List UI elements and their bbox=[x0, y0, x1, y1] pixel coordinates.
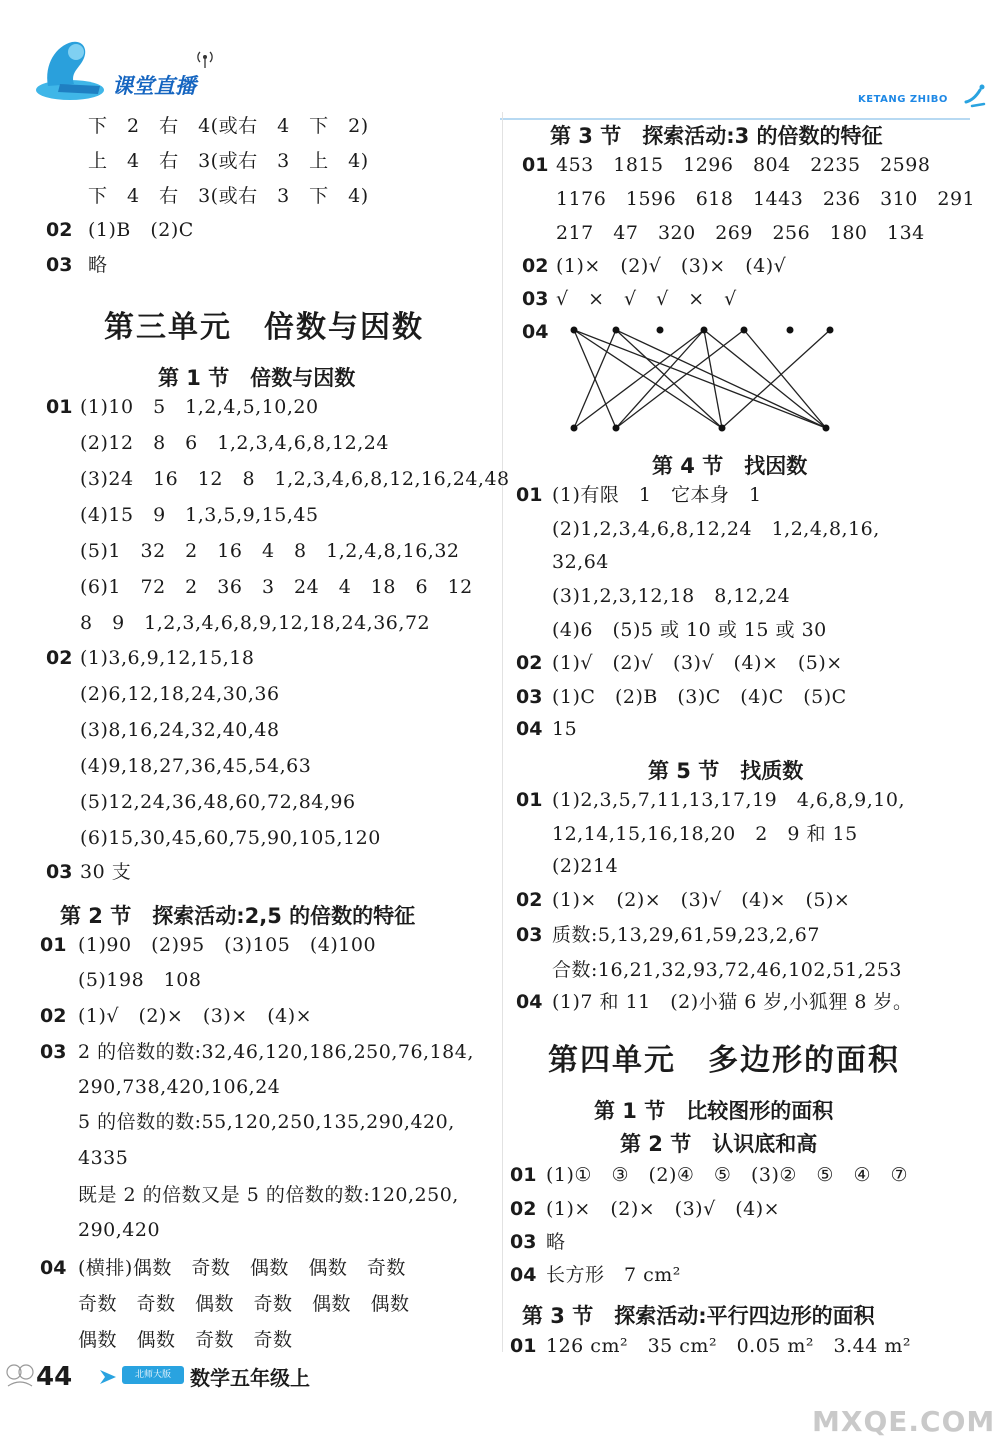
answer-line: √ × √ √ × √ bbox=[556, 288, 737, 310]
answer-line: 略 bbox=[88, 254, 108, 276]
matching-diagram bbox=[560, 322, 836, 436]
answer-line: (1)× (2)√ (3)× (4)√ bbox=[556, 255, 787, 277]
answer-line: (5)1 32 2 16 4 8 1,2,4,8,16,32 bbox=[80, 540, 460, 562]
question-number: 02 bbox=[522, 255, 549, 277]
question-number: 01 bbox=[522, 154, 549, 176]
answer-line: 12,14,15,16,18,20 2 9 和 15 bbox=[552, 823, 858, 845]
question-number: 03 bbox=[522, 288, 549, 310]
section-title: 第 5 节 找质数 bbox=[648, 759, 804, 783]
answer-line: 1176 1596 618 1443 236 310 291 bbox=[556, 188, 976, 210]
answer-line: 上 4 右 3(或右 3 上 4) bbox=[88, 150, 369, 172]
question-number: 04 bbox=[522, 321, 549, 343]
question-number: 02 bbox=[516, 652, 543, 674]
answer-line: (1)90 (2)95 (3)105 (4)100 bbox=[78, 934, 377, 956]
answer-line: (1)7 和 11 (2)小猫 6 岁,小狐狸 8 岁。 bbox=[552, 991, 913, 1013]
answer-line: (1)① ③ (2)④ ⑤ (3)② ⑤ ④ ⑦ bbox=[546, 1164, 909, 1186]
unit-title: 第四单元 多边形的面积 bbox=[548, 1043, 900, 1078]
diagram-dot bbox=[719, 425, 726, 432]
diagram-dot bbox=[657, 327, 664, 334]
signal-icon bbox=[192, 46, 218, 68]
arrow-right-icon bbox=[98, 1368, 118, 1386]
answer-line: 15 bbox=[552, 718, 578, 740]
diagram-dot bbox=[613, 327, 620, 334]
section-title: 第 1 节 倍数与因数 bbox=[158, 366, 356, 390]
question-number: 02 bbox=[46, 647, 73, 669]
answer-line: 5 的倍数的数:55,120,250,135,290,420, bbox=[78, 1111, 455, 1133]
question-number: 01 bbox=[46, 396, 73, 418]
section-title: 第 2 节 认识底和高 bbox=[620, 1132, 818, 1156]
answer-line: 质数:5,13,29,61,59,23,2,67 bbox=[552, 924, 820, 946]
section-title: 第 3 节 探索活动:平行四边形的面积 bbox=[522, 1304, 875, 1328]
answer-line: (4)9,18,27,36,45,54,63 bbox=[80, 755, 312, 777]
diagram-dot bbox=[613, 425, 620, 432]
diagram-dot bbox=[571, 327, 578, 334]
answer-line: 290,738,420,106,24 bbox=[78, 1076, 281, 1098]
answer-line: 453 1815 1296 804 2235 2598 bbox=[556, 154, 931, 176]
section-title: 第 3 节 探索活动:3 的倍数的特征 bbox=[550, 124, 883, 148]
answer-line: (2)214 bbox=[552, 855, 619, 877]
answer-line: 奇数 奇数 偶数 奇数 偶数 偶数 bbox=[78, 1293, 410, 1315]
question-number: 02 bbox=[510, 1198, 537, 1220]
answer-line: 126 cm² 35 cm² 0.05 m² 3.44 m² bbox=[546, 1335, 912, 1357]
question-number: 01 bbox=[516, 484, 543, 506]
answer-line: (1)10 5 1,2,4,5,10,20 bbox=[80, 396, 319, 418]
answer-line: (3)24 16 12 8 1,2,3,4,6,8,12,16,24,48 bbox=[80, 468, 510, 490]
answer-line: (2)6,12,18,24,30,36 bbox=[80, 683, 280, 705]
diagram-dot bbox=[571, 425, 578, 432]
answer-line: (6)15,30,45,60,75,90,105,120 bbox=[80, 827, 381, 849]
question-number: 04 bbox=[40, 1257, 67, 1279]
cartoon-kids-icon bbox=[4, 1360, 36, 1388]
answer-line: 217 47 320 269 256 180 134 bbox=[556, 222, 925, 244]
question-number: 01 bbox=[40, 934, 67, 956]
diagram-dot bbox=[827, 327, 834, 334]
answer-line: (6)1 72 2 36 3 24 4 18 6 12 bbox=[80, 576, 473, 598]
answer-line: (1)√ (2)× (3)× (4)× bbox=[78, 1005, 313, 1027]
answer-line: 290,420 bbox=[78, 1219, 161, 1241]
question-number: 01 bbox=[510, 1164, 537, 1186]
splash-icon bbox=[962, 82, 988, 108]
diagram-dot bbox=[701, 327, 708, 334]
page-number: 44 bbox=[36, 1362, 73, 1392]
answer-line: (3)1,2,3,12,18 8,12,24 bbox=[552, 585, 791, 607]
answer-line: (横排)偶数 奇数 偶数 偶数 奇数 bbox=[78, 1257, 406, 1279]
section-title: 第 2 节 探索活动:2,5 的倍数的特征 bbox=[60, 904, 416, 928]
answer-line: 4335 bbox=[78, 1147, 129, 1169]
answer-line: (1)× (2)× (3)√ (4)× bbox=[546, 1198, 781, 1220]
answer-line: (2)12 8 6 1,2,3,4,6,8,12,24 bbox=[80, 432, 389, 454]
question-number: 04 bbox=[510, 1264, 537, 1286]
brand-text: KETANG ZHIBO bbox=[858, 94, 948, 105]
answer-line: 32,64 bbox=[552, 551, 609, 573]
answer-line: 30 支 bbox=[80, 861, 132, 883]
answer-line: 既是 2 的倍数又是 5 的倍数的数:120,250, bbox=[78, 1184, 459, 1206]
question-number: 03 bbox=[510, 1231, 537, 1253]
edition-badge: 北师大版 bbox=[122, 1366, 184, 1384]
answer-line: 2 的倍数的数:32,46,120,186,250,76,184, bbox=[78, 1041, 474, 1063]
question-number: 03 bbox=[516, 686, 543, 708]
answer-line: 下 4 右 3(或右 3 下 4) bbox=[88, 185, 369, 207]
question-number: 02 bbox=[516, 889, 543, 911]
answer-line: (5)198 108 bbox=[78, 969, 202, 991]
section-title: 第 1 节 比较图形的面积 bbox=[594, 1099, 834, 1123]
question-number: 03 bbox=[40, 1041, 67, 1063]
answer-line: 下 2 右 4(或右 4 下 2) bbox=[88, 115, 369, 137]
column-divider bbox=[502, 112, 503, 1352]
unit-title: 第三单元 倍数与因数 bbox=[104, 310, 424, 345]
answer-line: (1)× (2)× (3)√ (4)× (5)× bbox=[552, 889, 851, 911]
answer-line: (1)B (2)C bbox=[88, 219, 194, 241]
answer-line: 合数:16,21,32,93,72,46,102,51,253 bbox=[552, 959, 902, 981]
answer-line: (1)有限 1 它本身 1 bbox=[552, 484, 762, 506]
question-number: 02 bbox=[40, 1005, 67, 1027]
answer-line: (1)√ (2)√ (3)√ (4)× (5)× bbox=[552, 652, 843, 674]
answer-line: (3)8,16,24,32,40,48 bbox=[80, 719, 280, 741]
question-number: 03 bbox=[46, 254, 73, 276]
answer-line: 偶数 偶数 奇数 奇数 bbox=[78, 1329, 293, 1351]
question-number: 01 bbox=[510, 1335, 537, 1357]
question-number: 01 bbox=[516, 789, 543, 811]
answer-line: (4)15 9 1,3,5,9,15,45 bbox=[80, 504, 319, 526]
book-title: 数学五年级上 bbox=[190, 1366, 310, 1390]
answer-line: (1)3,6,9,12,15,18 bbox=[80, 647, 255, 669]
answer-line: (1)C (2)B (3)C (4)C (5)C bbox=[552, 686, 847, 708]
answer-line: (2)1,2,3,4,6,8,12,24 1,2,4,8,16, bbox=[552, 518, 880, 540]
answer-line: 长方形 7 cm² bbox=[546, 1264, 681, 1286]
logo-text: 课堂直播 bbox=[112, 74, 196, 98]
answer-line: (1)2,3,5,7,11,13,17,19 4,6,8,9,10, bbox=[552, 789, 905, 811]
question-number: 04 bbox=[516, 718, 543, 740]
question-number: 03 bbox=[46, 861, 73, 883]
watermark: MXQE.COM bbox=[812, 1405, 996, 1438]
section-title: 第 4 节 找因数 bbox=[652, 454, 808, 478]
answer-line: 略 bbox=[546, 1231, 566, 1253]
diagram-dot bbox=[823, 425, 830, 432]
question-number: 02 bbox=[46, 219, 73, 241]
answer-line: 8 9 1,2,3,4,6,8,9,12,18,24,36,72 bbox=[80, 612, 431, 634]
question-number: 04 bbox=[516, 991, 543, 1013]
answer-line: (4)6 (5)5 或 10 或 15 或 30 bbox=[552, 619, 827, 641]
mascot-icon bbox=[30, 34, 120, 102]
diagram-dot bbox=[787, 327, 794, 334]
diagram-dot bbox=[741, 327, 748, 334]
answer-line: (5)12,24,36,48,60,72,84,96 bbox=[80, 791, 356, 813]
question-number: 03 bbox=[516, 924, 543, 946]
